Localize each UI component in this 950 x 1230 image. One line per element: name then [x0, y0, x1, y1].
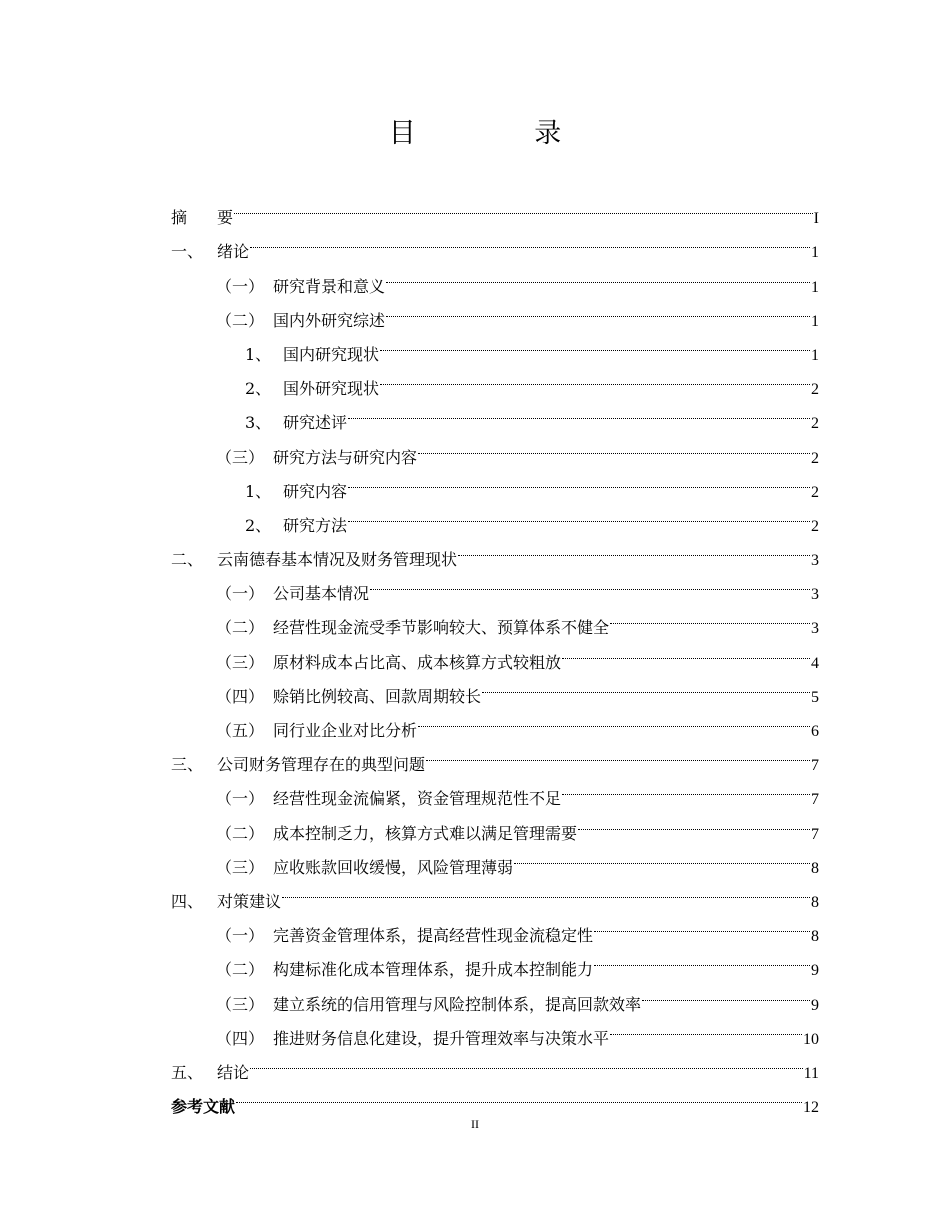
toc-entry-number: （四）: [216, 1028, 265, 1048]
toc-entry-number: （一）: [216, 926, 265, 946]
toc-entry-number: （三）: [216, 994, 265, 1014]
toc-entry-page: 7: [811, 757, 819, 775]
toc-dot-leader: [386, 292, 810, 326]
toc-entry-number: （三）: [216, 857, 265, 877]
toc-entry-page: 8: [811, 928, 819, 946]
toc-dot-leader: [562, 633, 810, 667]
toc-entry-page: 5: [811, 688, 819, 706]
toc-dot-leader: [578, 804, 810, 838]
toc-entry-page: 8: [811, 893, 819, 911]
toc-entry-number: 五、: [171, 1062, 204, 1082]
toc-entry-label: 公司基本情况: [273, 584, 370, 604]
toc-entry-label: 经营性现金流受季节影响较大、预算体系不健全: [273, 618, 610, 638]
toc-entry-page: 12: [803, 1099, 819, 1117]
toc-entry-number: （四）: [216, 686, 265, 706]
toc-entry-label: 经营性现金流偏紧，资金管理规范性不足: [273, 789, 562, 809]
toc-entry-page: 7: [811, 825, 819, 843]
toc-entry-number: （一）: [216, 584, 265, 604]
toc-entry-label: 绪论: [217, 242, 250, 262]
page-title: 目 录: [388, 118, 617, 149]
toc-entry-page: 2: [811, 483, 819, 501]
toc-dot-leader: [642, 975, 810, 1009]
toc-entry-number: 四、: [171, 891, 204, 911]
toc-dot-leader: [610, 1010, 802, 1044]
toc-entry-page: 9: [811, 996, 819, 1014]
toc-dot-leader: [458, 531, 810, 565]
toc-entry-label: 国外研究现状: [283, 379, 380, 399]
toc-entry-page: 3: [811, 620, 819, 638]
toc-entry-label: 研究背景和意义: [273, 276, 386, 296]
toc-entry-label: 云南德春基本情况及财务管理现状: [217, 550, 458, 570]
toc-entry-label: 构建标准化成本管理体系，提升成本控制能力: [273, 960, 594, 980]
toc-entry-number: 1、: [245, 481, 272, 501]
toc-entry-number: 2、: [245, 515, 272, 535]
toc-entry-page: 7: [811, 791, 819, 809]
toc-entry-label: 完善资金管理体系，提高经营性现金流稳定性: [273, 926, 594, 946]
toc-entry-number: 二、: [171, 550, 204, 570]
toc-entry-number: （五）: [216, 721, 265, 740]
toc-dot-leader: [348, 497, 810, 531]
toc-entry-page: 1: [811, 244, 819, 262]
toc-dot-leader: [386, 257, 810, 291]
page-number: II: [471, 1117, 479, 1131]
toc-entry-label: 参考文献: [171, 1097, 236, 1117]
toc-entry-page: 6: [811, 723, 819, 740]
toc-dot-leader: [380, 360, 810, 394]
toc-entry-number: （二）: [216, 960, 265, 980]
toc-entry-number: 摘: [171, 208, 188, 228]
toc-dot-leader: [282, 873, 810, 907]
toc-entry[interactable]: [171, 1078, 819, 1117]
toc-entry-number: （一）: [216, 789, 265, 809]
toc-entry-label: 赊销比例较高、回款周期较长: [273, 686, 482, 706]
toc-dot-leader: [236, 1078, 802, 1112]
toc-entry-label: 研究述评: [283, 413, 348, 433]
toc-dot-leader: [234, 189, 813, 223]
toc-entry[interactable]: [171, 223, 819, 262]
toc-entry-number: 一、: [171, 242, 204, 262]
toc-entry-page: 1: [811, 278, 819, 296]
toc-entry-page: 2: [811, 415, 819, 433]
toc-entry-label: 推进财务信息化建设，提升管理效率与决策水平: [273, 1028, 610, 1048]
toc-entry-label: 研究方法与研究内容: [273, 447, 418, 467]
toc-entry-number: 2、: [245, 379, 272, 399]
toc-entry-page: 9: [811, 962, 819, 980]
toc-entry[interactable]: [171, 257, 819, 296]
toc-entry-number: （二）: [216, 310, 265, 330]
toc-entry-page: 2: [811, 449, 819, 467]
toc-entry-number: （三）: [216, 652, 265, 672]
toc-entry[interactable]: [171, 189, 819, 228]
toc-dot-leader: [418, 428, 810, 462]
toc-dot-leader: [514, 839, 810, 873]
toc-dot-leader: [250, 1044, 803, 1078]
toc-entry-page: 4: [811, 654, 819, 672]
toc-dot-leader: [250, 223, 810, 257]
toc-entry-page: 11: [803, 1064, 819, 1082]
toc-entry-label: 国内研究现状: [283, 344, 380, 364]
toc-dot-leader: [348, 463, 810, 497]
toc-entry-number: （三）: [216, 447, 265, 467]
toc-entry-page: 2: [811, 381, 819, 399]
toc-entry-number: （二）: [216, 618, 265, 638]
toc-entry-page: 8: [811, 859, 819, 877]
toc-entry-number: 3、: [245, 413, 272, 433]
toc-entry-number: （二）: [216, 823, 265, 843]
toc-entry-label: 结论: [217, 1062, 250, 1082]
toc-entry-page: 1: [811, 346, 819, 364]
toc-entry-label: 同行业企业对比分析: [273, 721, 418, 740]
toc-dot-leader: [418, 702, 810, 736]
toc-entry-label: 应收账款回收缓慢，风险管理薄弱: [273, 857, 514, 877]
toc-entry-page: 1: [811, 312, 819, 330]
toc-entry-number: 1、: [245, 344, 272, 364]
toc-entry-page: 2: [811, 517, 819, 535]
toc-entry-label: 成本控制乏力，核算方式难以满足管理需要: [273, 823, 578, 843]
toc-entry-label: 研究内容: [283, 481, 348, 501]
toc-dot-leader: [348, 394, 810, 428]
toc-entry-page: 3: [811, 552, 819, 570]
toc-dot-leader: [594, 941, 810, 975]
toc-dot-leader: [610, 599, 810, 633]
toc-entry-label: 公司财务管理存在的典型问题: [217, 755, 426, 775]
toc-dot-leader: [380, 326, 810, 360]
table-of-contents: [171, 189, 819, 1117]
toc-dot-leader: [426, 736, 810, 770]
toc-dot-leader: [594, 907, 810, 941]
toc-entry-number: （一）: [216, 276, 265, 296]
toc-entry-label: 原材料成本占比高、成本核算方式较粗放: [273, 652, 562, 672]
toc-entry-label: 对策建议: [217, 891, 282, 911]
toc-entry-page: 10: [803, 1030, 819, 1048]
toc-dot-leader: [370, 565, 810, 599]
toc-entry-label: 建立系统的信用管理与风险控制体系，提高回款效率: [273, 994, 642, 1014]
toc-entry-label: 国内外研究综述: [273, 310, 386, 330]
toc-entry-label: 要: [217, 208, 234, 228]
toc-dot-leader: [562, 770, 810, 804]
toc-entry[interactable]: [171, 1044, 819, 1082]
toc-entry-label: 研究方法: [283, 515, 348, 535]
toc-entry-number: 三、: [171, 755, 204, 775]
toc-entry-page: 3: [811, 586, 819, 604]
toc-dot-leader: [482, 668, 810, 702]
toc-entry-page: I: [813, 210, 819, 228]
